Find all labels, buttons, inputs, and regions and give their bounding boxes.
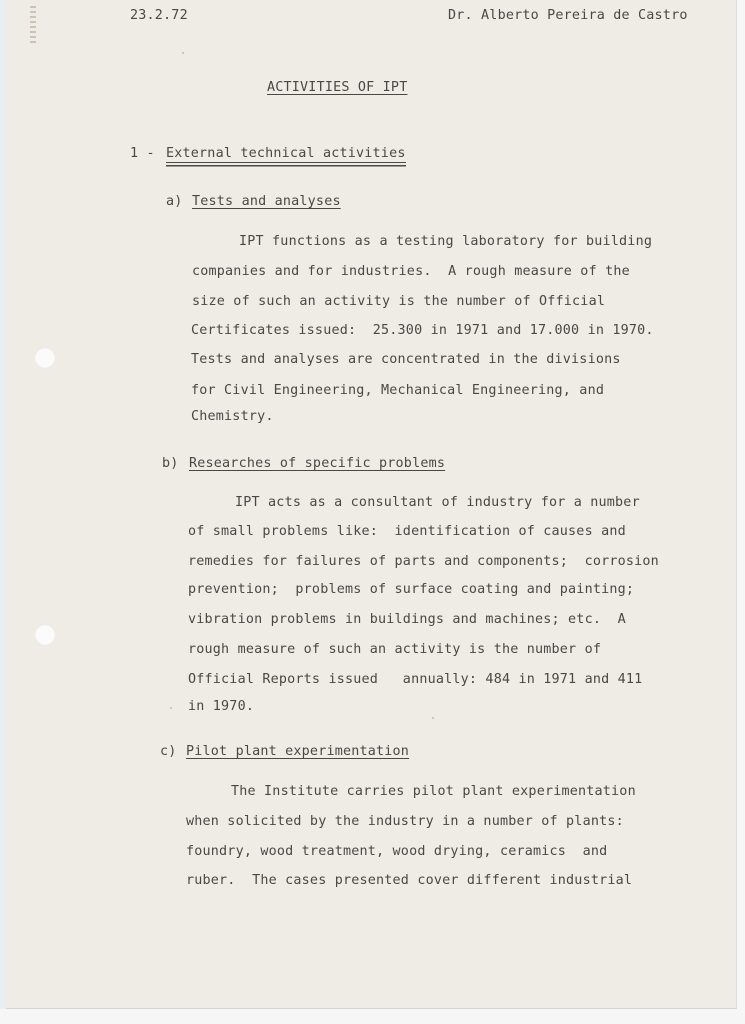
paragraph-line: The Institute carries pilot plant experimentation: [231, 784, 636, 799]
speck: [170, 707, 172, 709]
subsection-b-heading: Researches of specific problems: [189, 456, 446, 471]
paragraph-line: Chemistry.: [191, 409, 274, 424]
section-heading: [166, 146, 406, 163]
paragraph-line: Certificates issued: 25.300 in 1971 and 17.000 in 1970.: [191, 323, 654, 338]
document-date: 23.2.72: [130, 8, 188, 23]
subsection-b-label: b): [162, 456, 179, 471]
subsection-c-label: c): [160, 744, 177, 759]
paragraph-line: remedies for failures of parts and components; corrosion: [188, 554, 659, 569]
speck: [182, 52, 184, 54]
paragraph-line: Tests and analyses are concentrated in the divisions: [191, 352, 621, 367]
paragraph-line: prevention; problems of surface coating and painting;: [188, 582, 635, 597]
paragraph-line: of small problems like: identification of causes and: [188, 524, 626, 539]
section-heading-text: External technical activities: [166, 146, 406, 161]
page-title: ACTIVITIES OF IPT: [267, 80, 408, 95]
paragraph-line: for Civil Engineering, Mechanical Engineering, and: [191, 383, 605, 398]
punch-hole-lower: [35, 625, 55, 645]
subsection-a-label: a): [166, 194, 183, 209]
paragraph-line: vibration problems in buildings and machines; etc. A: [188, 612, 626, 627]
paragraph-line: foundry, wood treatment, wood drying, ceramics and: [186, 844, 608, 859]
paragraph-line: Official Reports issued annually: 484 in 1971 and 411: [188, 672, 643, 687]
paragraph-line: when solicited by the industry in a number of plants:: [186, 814, 624, 829]
document-author: Dr. Alberto Pereira de Castro: [448, 8, 688, 23]
section-number: 1 -: [130, 146, 155, 161]
paragraph-line: companies and for industries. A rough measure of the: [192, 264, 630, 279]
subsection-a-heading: Tests and analyses: [192, 194, 341, 209]
speck: [432, 717, 434, 719]
paragraph-line: in 1970.: [188, 699, 255, 714]
paragraph-line: ruber. The cases presented cover different industrial: [186, 873, 633, 888]
paragraph-line: rough measure of such an activity is the number of: [188, 642, 602, 657]
paragraph-line: size of such an activity is the number of Official: [192, 294, 606, 309]
subsection-c-heading: Pilot plant experimentation: [186, 744, 410, 759]
paragraph-line: IPT functions as a testing laboratory for building: [239, 234, 653, 249]
staple-marks: [30, 6, 36, 46]
paragraph-line: IPT acts as a consultant of industry for a number: [235, 495, 640, 510]
scanner-bottom-edge: [0, 1009, 745, 1024]
punch-hole-upper: [35, 348, 55, 368]
